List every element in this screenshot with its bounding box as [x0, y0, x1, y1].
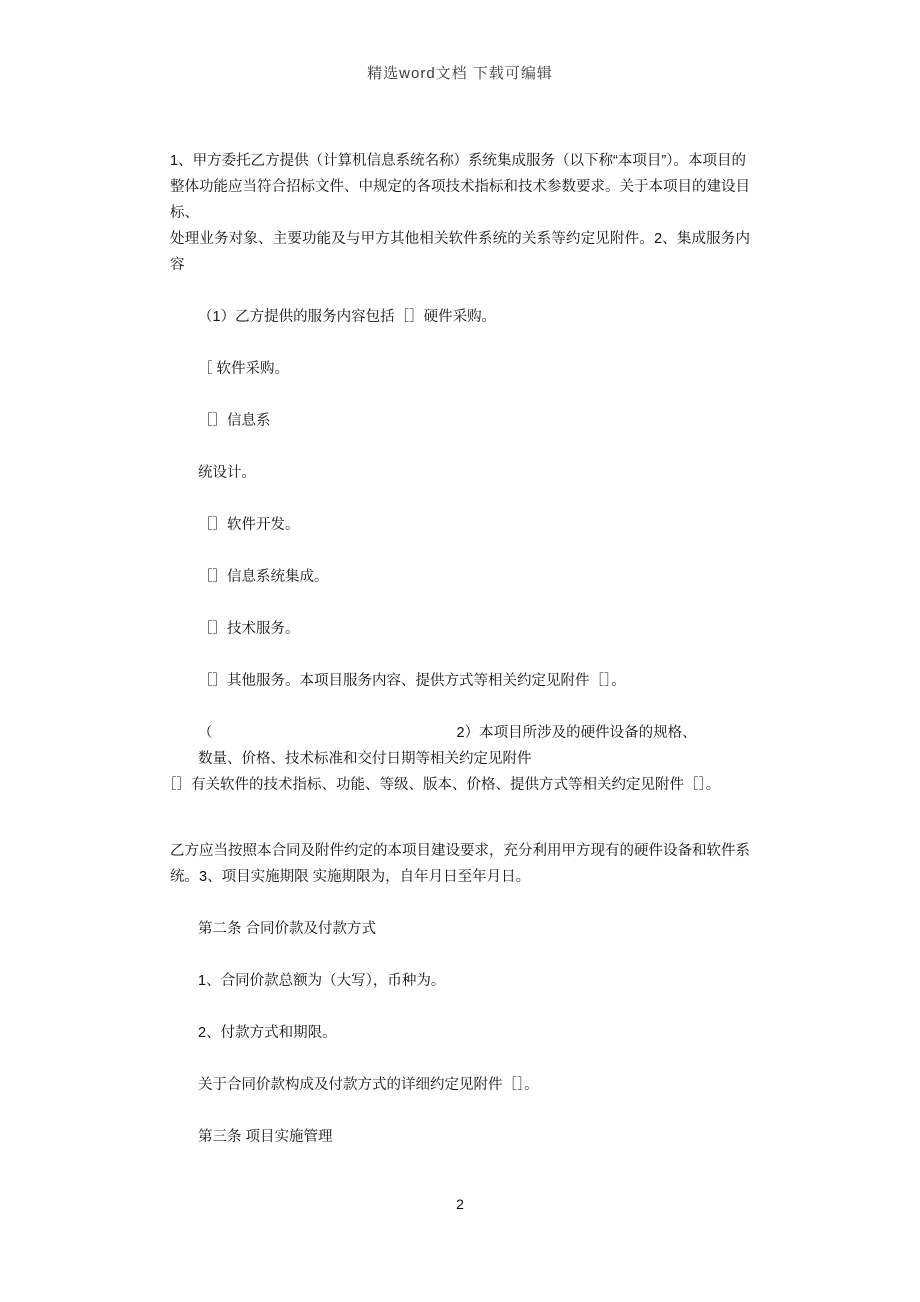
- paragraph-11: ［］其他服务。本项目服务内容、提供方式等相关约定见附件［］。: [198, 673, 626, 689]
- paragraph-5: ［ 软件采购。: [198, 361, 290, 377]
- paragraph-13: 数量、价格、技术标准和交付日期等相关约定见附件: [198, 751, 532, 767]
- paragraph-14: ［］有关软件的技术指标、功能、等级、版本、价格、提供方式等相关约定见附件［］。: [162, 777, 721, 793]
- paragraph-19: 关于合同价款构成及付款方式的详细约定见附件［］。: [198, 1077, 539, 1093]
- paragraph-1: 1、甲方委托乙方提供（计算机信息系统名称）系统集成服务（以下称“本项目”）。本项目的: [170, 153, 746, 169]
- page-number: 2: [456, 1196, 464, 1212]
- paragraph-9: ［］信息系统集成。: [198, 569, 329, 585]
- paragraph-6: ［］信息系: [198, 413, 271, 429]
- paragraph-15: 乙方应当按照本合同及附件约定的本项目建设要求，充分利用甲方现有的硬件设备和软件系统。3、项目实施期限 实施期限为，自年月日至年月日。: [170, 843, 750, 885]
- paragraph-18: 2、付款方式和期限。: [198, 1025, 337, 1041]
- watermark-text: 精选word文档 下载可编辑: [367, 65, 553, 82]
- paragraph-12-right: 2）本项目所涉及的硬件设备的规格、: [456, 725, 697, 741]
- paragraph-16: 第二条 合同价款及付款方式: [198, 921, 377, 937]
- paragraph-8: ［］软件开发。: [198, 517, 300, 533]
- paragraph-12-left: （: [198, 725, 213, 741]
- paragraph-20: 第三条 项目实施管理: [198, 1129, 333, 1145]
- paragraph-4: （1）乙方提供的服务内容包括［］硬件采购。: [198, 309, 497, 325]
- paragraph-17: 1、合同价款总额为（大写），币种为。: [198, 973, 446, 989]
- paragraph-12-split: [170, 720, 750, 746]
- paragraph-3: 处理业务对象、主要功能及与甲方其他相关软件系统的关系等约定见附件。2、集成服务内容: [170, 231, 750, 273]
- paragraph-10: ［］技术服务。: [198, 621, 300, 637]
- document-body: [162, 148, 750, 1150]
- paragraph-2: 整体功能应当符合招标文件、中规定的各项技术指标和技术参数要求。关于本项目的建设目标、: [170, 179, 750, 221]
- paragraph-7: 统设计。: [198, 465, 256, 481]
